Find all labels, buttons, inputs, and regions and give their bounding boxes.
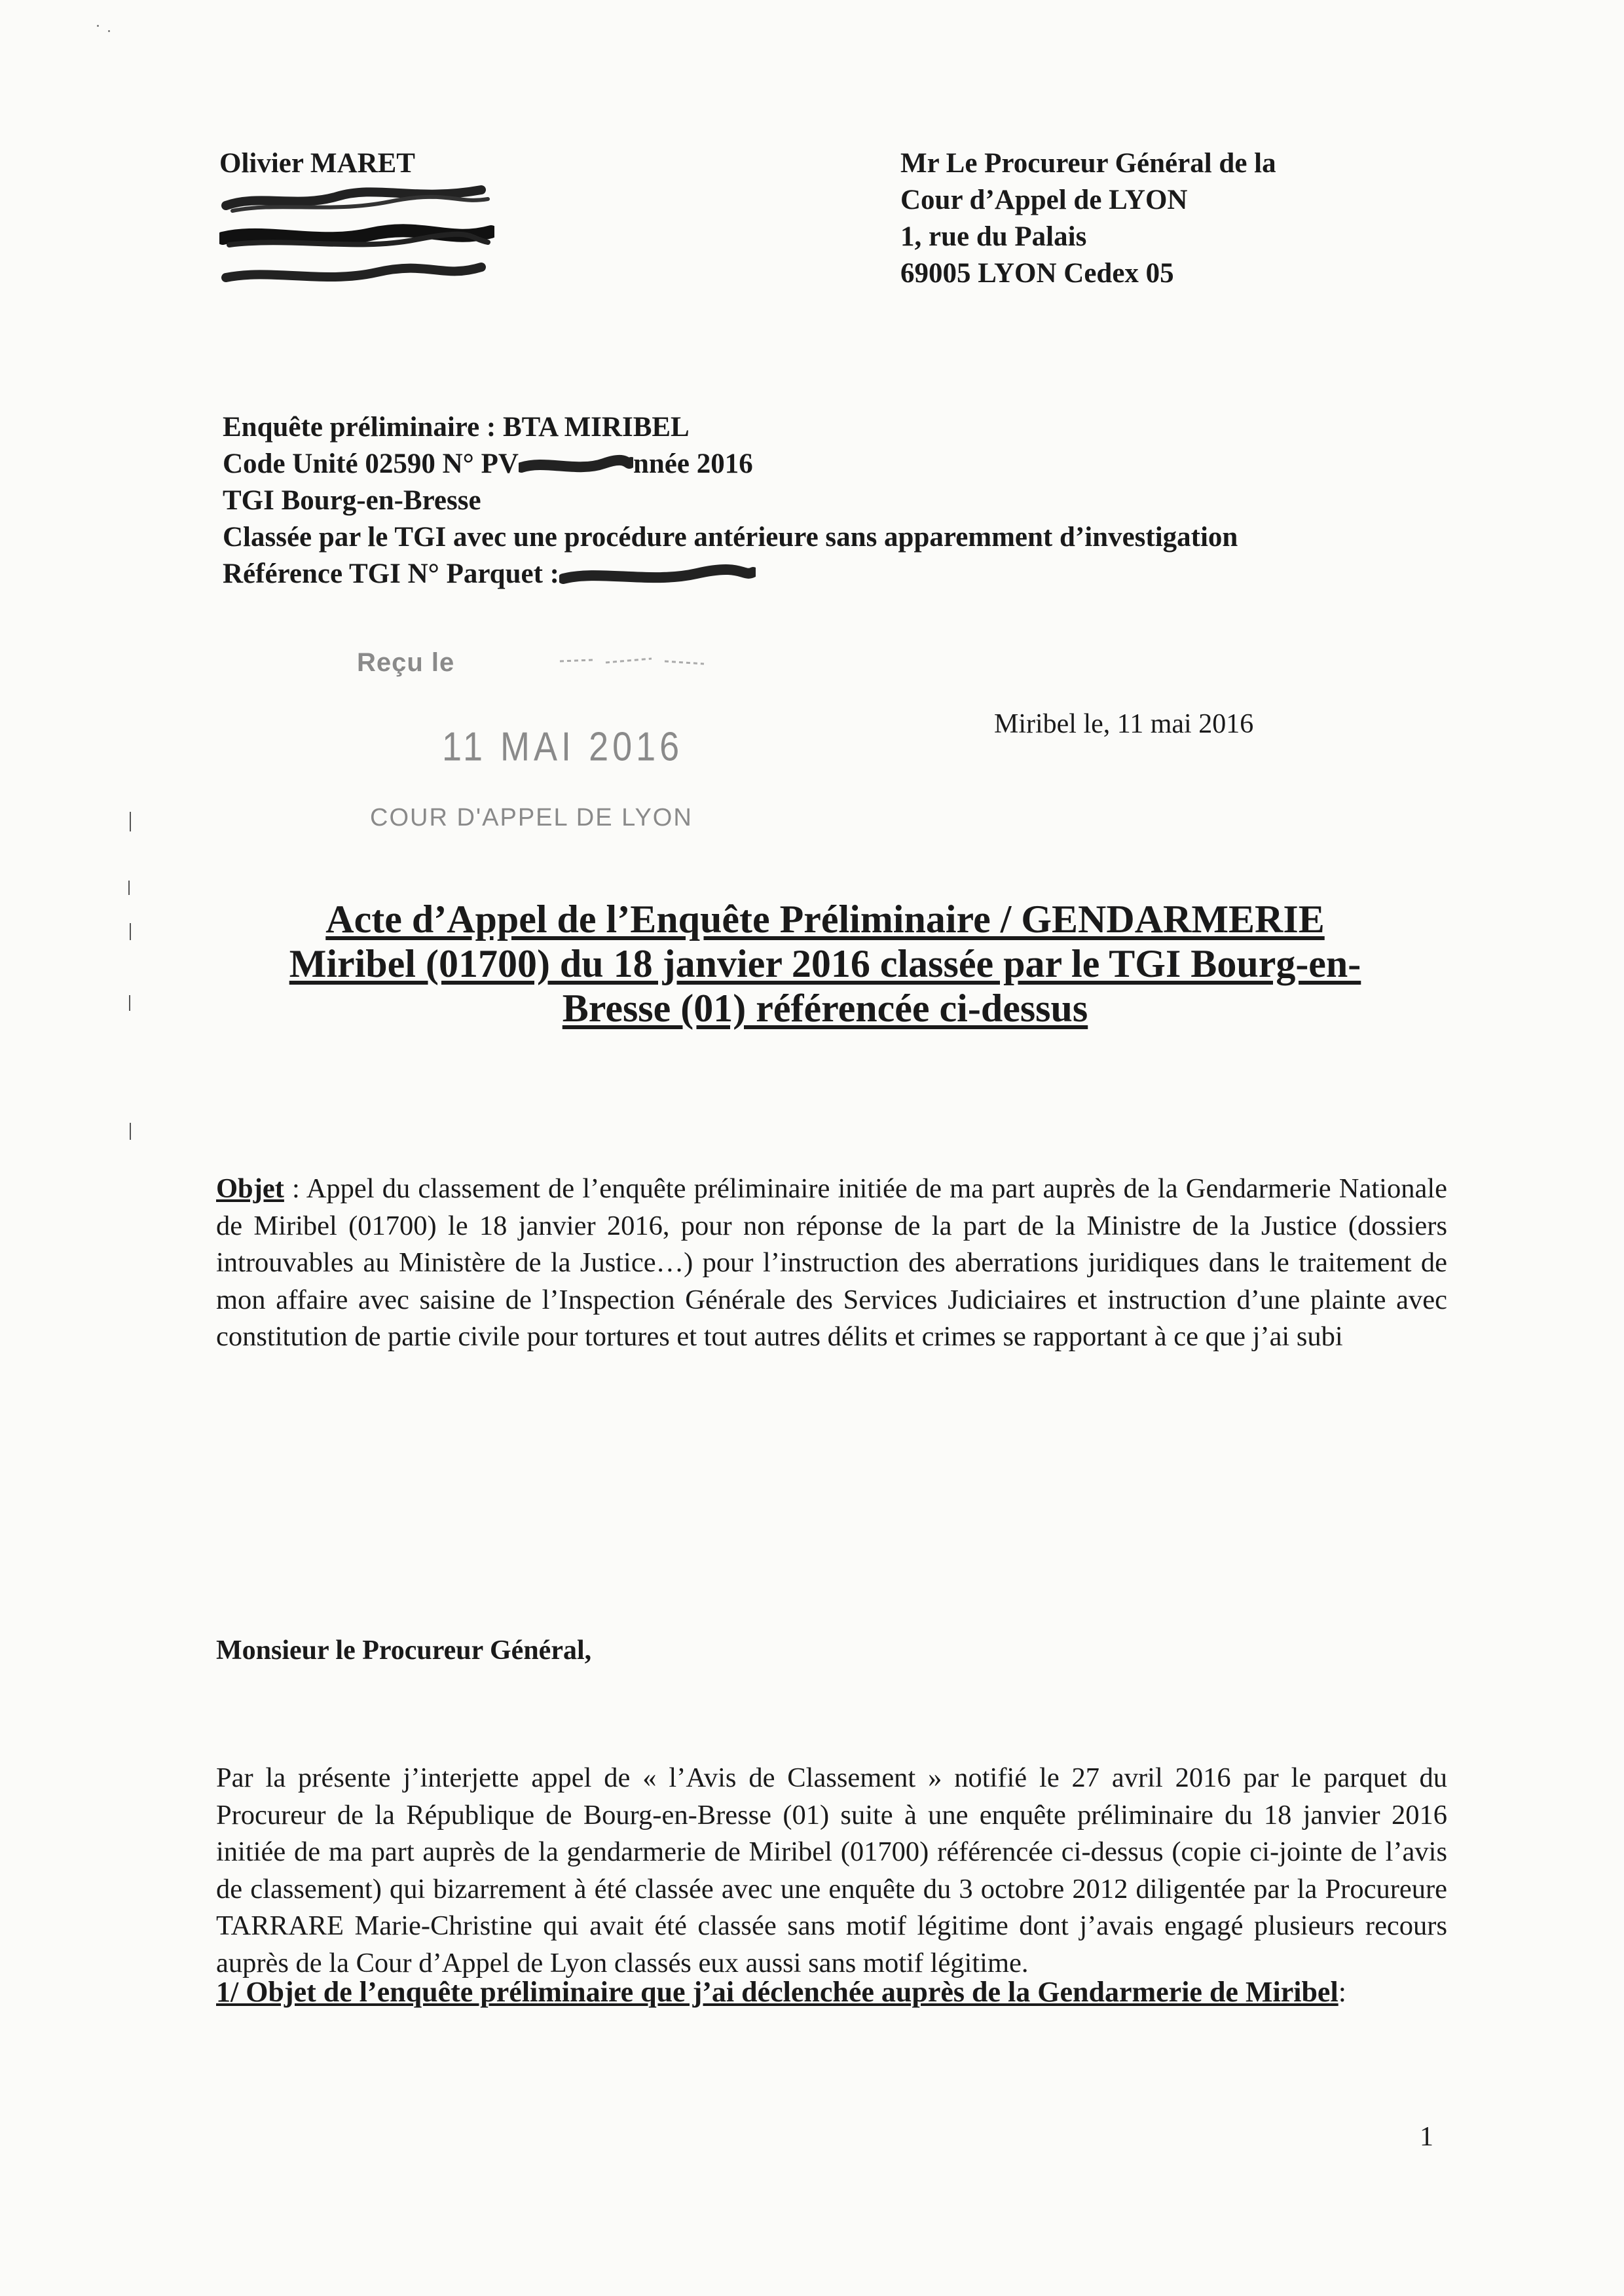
section-heading <box>216 1974 1447 2011</box>
margin-mark <box>130 923 131 940</box>
redaction-scribble <box>519 453 633 479</box>
salutation <box>216 1635 591 1666</box>
margin-mark <box>130 812 131 831</box>
objet-text: : Appel du classement de l’enquête préliminaire initiée de ma part auprès de la Gendarmerie Nationale de Miribel (01700) le 18 janvier 2016, pour non réponse de la part de la Ministre de la Justice (dossiers introuvables au Ministère de la Justice…) pour l’instruction des aberrations juridiques dans le traitement de mon affaire avec saisine de l’Inspection Générale des Services Judiciaires et instruction d’une plainte avec constitution de partie civile pour tortures et tout autres délits et crimes se rapportant à ce que j’ai subi <box>216 1173 1447 1352</box>
page-number: 1 <box>1420 2122 1433 2152</box>
stamp-received-label: Reçu le <box>357 648 455 677</box>
redaction-scribble <box>219 182 494 219</box>
objet-paragraph <box>216 1171 1447 1356</box>
case-reference <box>223 409 1238 592</box>
recipient-line: 1, rue du Palais <box>900 221 1087 252</box>
salutation-text: Monsieur le Procureur Général, <box>216 1635 592 1666</box>
body-paragraph: Par la présente j’interjette appel de « l’Avis de Classement » notifié le 27 avril 2016 par le parquet du Procureur de la République de Bourg-en-Bresse (01) suite à une enquête préliminaire du 18 janvier 2016 initiée de ma part auprès de la gendarmerie de Miribel (01700) référencée ci-dessus (copie ci-jointe de l’avis de classement) qui bizarrement à été classée avec une enquête du 3 octobre 2012 diligentée par la Procureure TARRARE Marie-Christine qui avait été classée sans motif légitime dont j’avais engagé plusieurs recours auprès de la Cour d’Appel de Lyon classés eux aussi sans motif légitime. <box>216 1762 1447 1978</box>
redaction-scribble <box>559 563 756 589</box>
scan-speck <box>108 30 110 32</box>
place-and-date: Miribel le, 11 mai 2016 <box>994 709 1254 739</box>
scan-speck <box>97 25 99 27</box>
stamp-smudge <box>553 648 710 674</box>
title-line: Miribel (01700) du 18 janvier 2016 classée par le TGI Bourg-en- <box>289 942 1361 985</box>
redaction-scribble <box>219 255 494 292</box>
received-stamp <box>357 648 724 845</box>
recipient-line: Cour d’Appel de LYON <box>900 185 1188 215</box>
margin-mark <box>130 1123 131 1140</box>
section-heading-suffix: : <box>1338 1976 1346 2008</box>
reference-line <box>223 446 1238 483</box>
stamp-court: COUR D'APPEL DE LYON <box>370 804 693 831</box>
recipient-line: 69005 LYON Cedex 05 <box>900 258 1174 289</box>
title-line: Bresse (01) référencée ci-dessus <box>562 987 1088 1030</box>
title-line: Acte d’Appel de l’Enquête Préliminaire / GENDARMERIE <box>325 898 1325 941</box>
sender-block <box>219 145 527 292</box>
redaction-scribble <box>219 219 494 255</box>
reference-line: TGI Bourg-en-Bresse <box>223 485 481 516</box>
sender-name: Olivier MARET <box>219 148 415 179</box>
stamp-date: 11 MAI 2016 <box>442 724 684 770</box>
reference-line <box>223 556 1238 592</box>
recipient-line: Mr Le Procureur Général de la <box>900 148 1276 179</box>
margin-mark <box>129 995 130 1011</box>
document-title <box>216 897 1434 1030</box>
reference-parquet-label: Référence TGI N° Parquet : <box>223 558 559 589</box>
margin-mark <box>128 881 130 895</box>
objet-label: Objet <box>216 1173 284 1204</box>
reference-year: nnée 2016 <box>633 448 753 479</box>
recipient-address <box>900 145 1276 292</box>
reference-line: Enquête préliminaire : BTA MIRIBEL <box>223 412 690 443</box>
reference-pv-label: Code Unité 02590 N° PV <box>223 448 519 479</box>
reference-line: Classée par le TGI avec une procédure antérieure sans apparemment d’investigation <box>223 522 1238 553</box>
section-heading-text: 1/ Objet de l’enquête préliminaire que j’ai déclenchée auprès de la Gendarmerie de Miribel <box>216 1976 1338 2008</box>
